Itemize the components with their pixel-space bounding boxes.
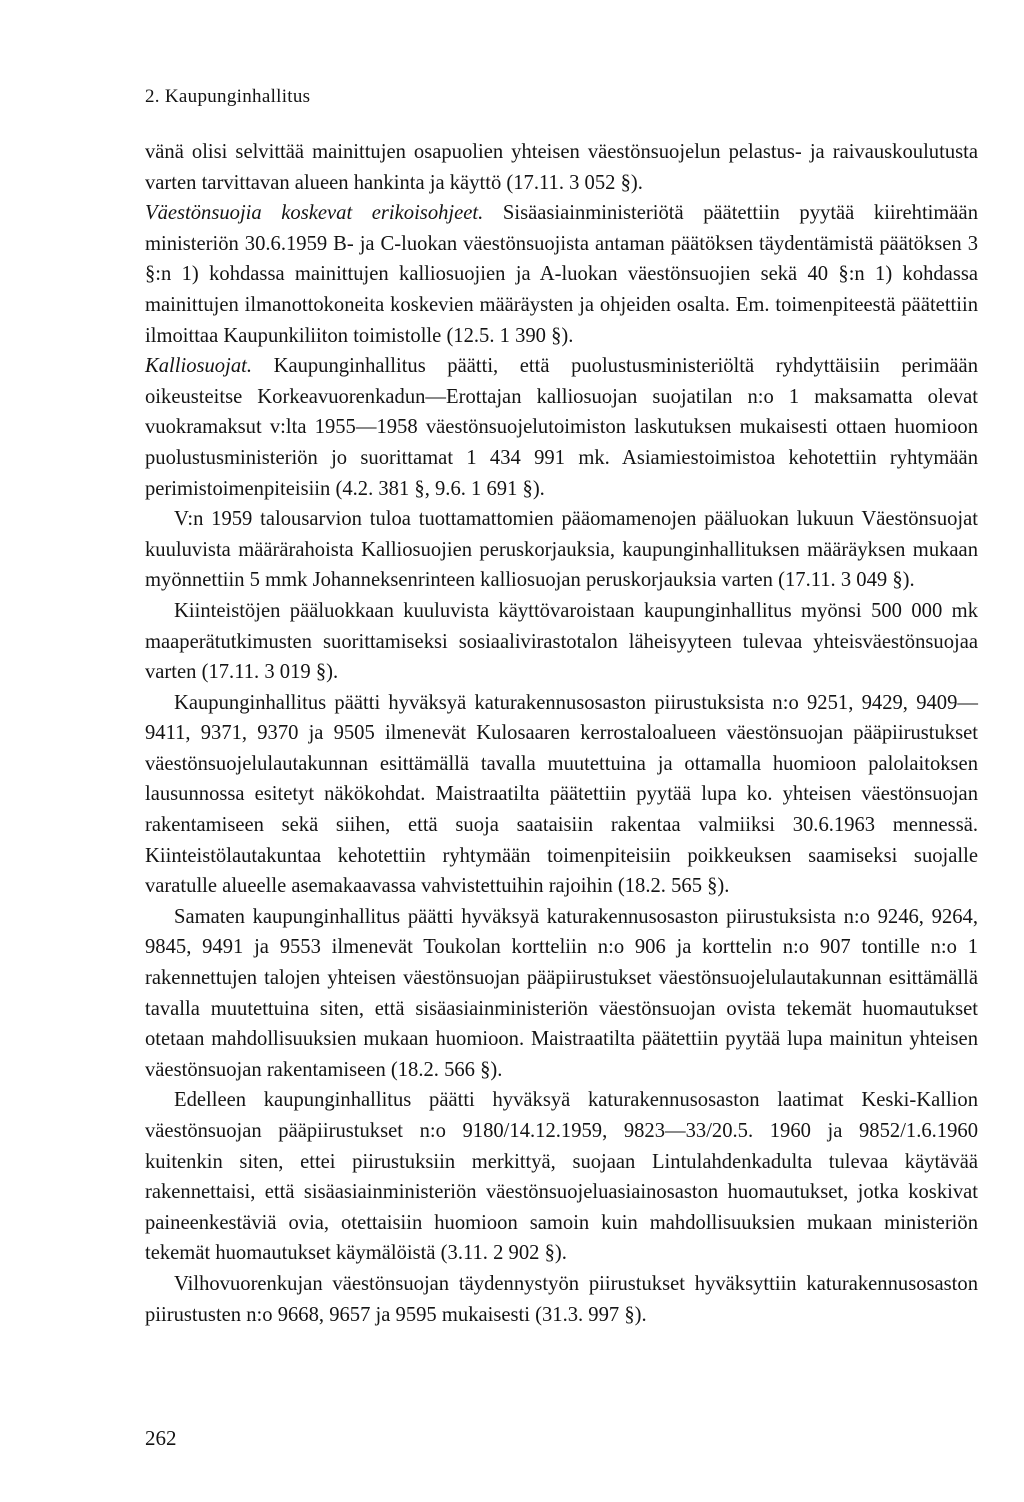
paragraph-1 <box>145 137 978 198</box>
section-heading-vaestonsuojia: Väestönsuojia koskevat erikoisohjeet. <box>145 202 484 225</box>
paragraph-2-text: Sisäasiainministeriötä päätettiin pyytää kiirehtimään ministeriön 30.6.1959 B- ja C-luokan väestönsuojista antaman päätöksen täydentämistä päätöksen 3 §:n 1) kohdassa mainittujen kalliosuojien ja A-luokan väestönsuojien sekä 40 §:n 1) kohdassa mainittujen ilmanottokoneita koskevien määräysten ja ohjeiden osalta. Em. toimenpiteestä päätettiin ilmoittaa Kaupunkiliiton toimistolle (12.5. 1 390 §). <box>145 202 978 347</box>
paragraph-6 <box>145 688 978 902</box>
paragraph-9-text: Vilhovuorenkujan väestönsuojan täydennystyön piirustukset hyväksyttiin katurakennusosaston piirustusten n:o 9668, 9657 ja 9595 mukaisesti (31.3. 997 §). <box>145 1272 978 1326</box>
paragraph-3 <box>145 351 978 504</box>
paragraph-6-text: Kaupunginhallitus päätti hyväksyä katurakennusosaston piirustuksista n:o 9251, 9429, 9409—9411, 9371, 9370 ja 9505 ilmenevät Kulosaaren kerrostaloalueen väestönsuojan pääpiirustukset väestönsuojelulautakunnan esittämällä tavalla muutettuina ja ottamalla huomioon palolaitoksen lausunnossa esitetyt näkökohdat. Maistraatilta päätettiin pyytää lupa ko. yhteisen väestönsuojan rakentamiseen sekä siihen, että suoja saataisiin rakentaa valmiiksi 30.6.1963 mennessä. Kiinteistölautakuntaa kehotettiin ryhtymään toimenpiteisiin poikkeuksen saamiseksi suojalle varatulle alueelle asemakaavassa vahvistettuihin rajoihin (18.2. 565 §). <box>145 691 978 898</box>
section-heading-kalliosuojat: Kalliosuojat. <box>145 355 252 378</box>
paragraph-4 <box>145 504 978 596</box>
paragraph-2 <box>145 198 978 351</box>
page-number: 262 <box>145 1426 177 1450</box>
body-text <box>145 137 978 1330</box>
running-head: 2. Kaupunginhallitus <box>145 86 311 107</box>
paragraph-9 <box>145 1269 978 1330</box>
paragraph-8 <box>145 1085 978 1269</box>
paragraph-7-text: Samaten kaupunginhallitus päätti hyväksyä katurakennusosaston piirustuksista n:o 9246, 9264, 9845, 9491 ja 9553 ilmenevät Toukolan kortteliin n:o 906 ja korttelin n:o 907 tontille n:o 1 rakennettujen talojen yhteisen väestönsuojan pääpiirustukset väestönsuojelulautakunnan esittämällä tavalla muutettuina siten, että sisäasiainministeriön väestönsuojan ovista tekemät huomautukset otetaan mahdollisuuksien mukaan huomioon. Maistraatilta päätettiin pyytää lupa mainitun yhteisen väestönsuojan rakentamiseen (18.2. 566 §). <box>145 905 978 1081</box>
paragraph-1-text: vänä olisi selvittää mainittujen osapuolien yhteisen väestönsuojelun pelastus- ja raivauskoulutusta varten tarvittavan alueen hankinta ja käyttö (17.11. 3 052 §). <box>145 141 978 194</box>
paragraph-4-text: V:n 1959 talousarvion tuloa tuottamattomien pääomamenojen pääluokan lukuun Väestönsuojat kuuluvista määrärahoista Kalliosuojien peruskorjauksia, kaupunginhallituksen määräyksen mukaan myönnettiin 5 mmk Johanneksenrinteen kalliosuojan peruskorjauksia varten (17.11. 3 049 §). <box>145 508 978 592</box>
paragraph-5-text: Kiinteistöjen pääluokkaan kuuluvista käyttövaroistaan kaupunginhallitus myönsi 500 000 mk maaperätutkimusten suorittamiseksi sosiaalivirastotalon läheisyyteen tulevaa yhteisväestönsuojaa varten (17.11. 3 019 §). <box>145 599 978 684</box>
paragraph-3-text: Kaupunginhallitus päätti, että puolustusministeriöltä ryhdyttäisiin perimään oikeusteitse Korkeavuorenkadun—Erottajan kalliosuojan suojatilan n:o 1 maksamatta olevat vuokramaksut v:lta 1955—1958 väestönsuojelutoimiston laskutuksen mukaisesti ottaen huomioon puolustusministeriön jo suorittamat 1 434 991 mk. Asiamiestoimistoa kehotettiin ryhtymään perimistoimenpiteisiin (4.2. 381 §, 9.6. 1 691 §). <box>145 355 978 500</box>
paragraph-7 <box>145 902 978 1086</box>
paragraph-5 <box>145 596 978 688</box>
paragraph-8-text: Edelleen kaupunginhallitus päätti hyväksyä katurakennusosaston laatimat Keski-Kallion väestönsuojan pääpiirustukset n:o 9180/14.12.1959, 9823—33/20.5. 1960 ja 9852/1.6.1960 kuitenkin siten, ettei piirustuksiin merkittyä, suojaan Lintulahdenkadulta tulevaa käytävää rakennettaisi, että sisäasiainministeriön väestönsuojeluasiainosaston huomautukset, jotka koskivat paineenkestäviä ovia, otettaisiin huomioon samoin kuin mahdollisuuksien mukaan ministeriön tekemät huomautukset käymälöistä (3.11. 2 902 §). <box>145 1089 978 1265</box>
